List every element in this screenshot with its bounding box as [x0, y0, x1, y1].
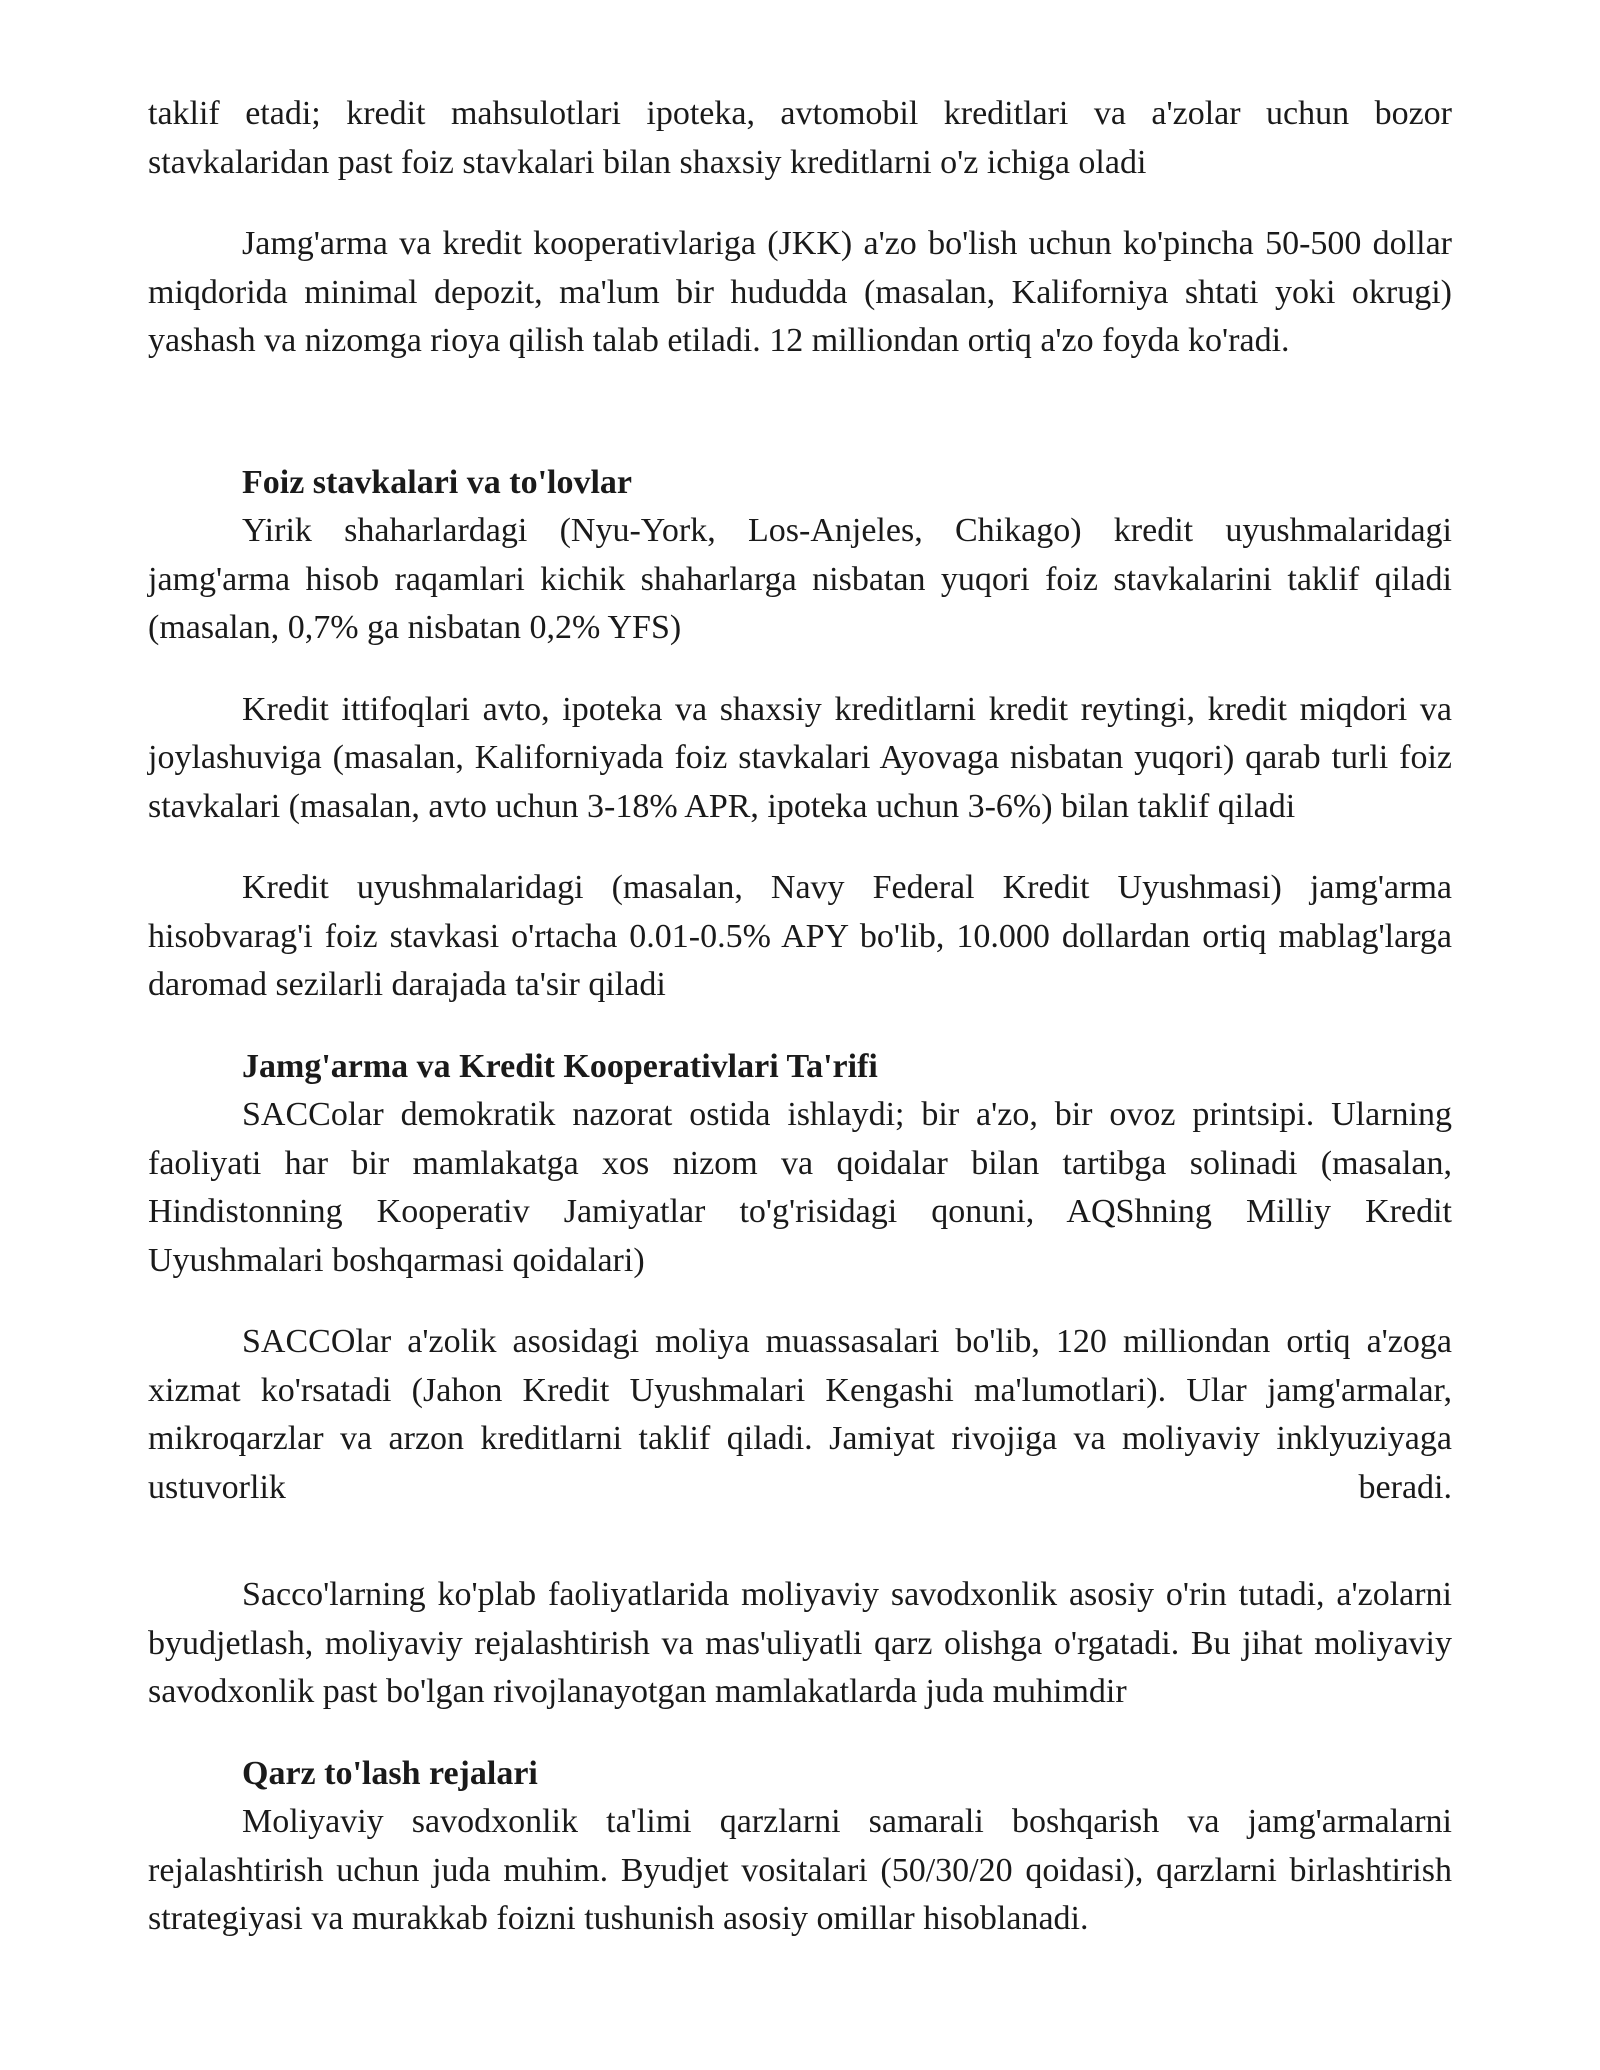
paragraph-loan-rates: Kredit ittifoqlari avto, ipoteka va shaxsiy kreditlarni kredit reytingi, kredit miqdori va joylashuviga (masalan, Kaliforniyada foiz stavkalari Ayovaga nisbatan yuqori) qarab turli foiz stavkalari (masalan, avto uchun 3-18% APR, ipoteka uchun 3-6%) bilan taklif qiladi	[148, 690, 1452, 825]
heading-interest-rates: Foiz stavkalari va to'lovlar	[242, 463, 633, 501]
paragraph-savings-apy: Kredit uyushmalaridagi (masalan, Navy Federal Kredit Uyushmasi) jamg'arma hisobvarag'i foiz stavkasi o'rtacha 0.01-0.5% APY bo'lib, 10.000 dollardan ortiq mablag'larga daromad sezilarli darajada ta'sir qiladi	[148, 869, 1452, 1003]
paragraph-debt-management: Moliyaviy savodxonlik ta'limi qarzlarni samarali boshqarish va jamg'armalarni rejalashtirish uchun juda muhim. Byudjet vositalari (50/30/20 qoidasi), qarzlarni birlashtirish strategiyasi va murakkab foizni tushunish asosiy omillar hisoblanadi.	[148, 1803, 1452, 1937]
paragraph-sacco-membership: SACCOlar a'zolik asosidagi moliya muassasalari bo'lib, 120 milliondan ortiq a'zoga xizmat ko'rsatadi (Jahon Kredit Uyushmalari Kengashi ma'lumotlari). Ular jamg'armalar, mikroqarzlar va arzon kreditlarni taklif qiladi. Jamiyat rivojiga va moliyaviy inklyuziyaga ustuvorlik beradi.	[148, 1323, 1452, 1506]
heading-sacco-definition: Jamg'arma va Kredit Kooperativlari Ta'rifi	[242, 1047, 878, 1085]
paragraph-membership-requirements: Jamg'arma va kredit kooperativlariga (JKK) a'zo bo'lish uchun ko'pincha 50-500 dollar miqdorida minimal depozit, ma'lum bir hududda (masalan, Kaliforniya shtati yoki okrugi) yashash va nizomga rioya qilish talab etiladi. 12 milliondan ortiq a'zo foyda ko'radi.	[148, 225, 1452, 359]
paragraph-city-savings-rates: Yirik shaharlardagi (Nyu-York, Los-Anjeles, Chikago) kredit uyushmalaridagi jamg'arma hisob raqamlari kichik shaharlarga nisbatan yuqori foiz stavkalarini taklif qiladi (masalan, 0,7% ga nisbatan 0,2% YFS)	[148, 512, 1452, 646]
heading-repayment-plans: Qarz to'lash rejalari	[242, 1754, 538, 1792]
document-page	[148, 90, 1452, 1944]
paragraph-credit-products: taklif etadi; kredit mahsulotlari ipoteka, avtomobil kreditlari va a'zolar uchun bozor stavkalaridan past foiz stavkalari bilan shaxsiy kreditlarni o'z ichiga oladi	[148, 95, 1452, 181]
section-spacer	[148, 399, 1452, 459]
paragraph-financial-literacy: Sacco'larning ko'plab faoliyatlarida moliyaviy savodxonlik asosiy o'rin tutadi, a'zolarni byudjetlash, moliyaviy rejalashtirish va mas'uliyatli qarz olishga o'rgatadi. Bu jihat moliyaviy savodxonlik past bo'lgan rivojlanayotgan mamlakatlarda juda muhimdir	[148, 1576, 1452, 1710]
section-spacer	[148, 1545, 1452, 1571]
paragraph-democratic-control: SACColar demokratik nazorat ostida ishlaydi; bir a'zo, bir ovoz printsipi. Ularning faoliyati har bir mamlakatga xos nizom va qoidalar bilan tartibga solinadi (masalan, Hindistonning Kooperativ Jamiyatlar to'g'risidagi qonuni, AQShning Milliy Kredit Uyushmalari boshqarmasi qoidalari)	[148, 1096, 1452, 1279]
